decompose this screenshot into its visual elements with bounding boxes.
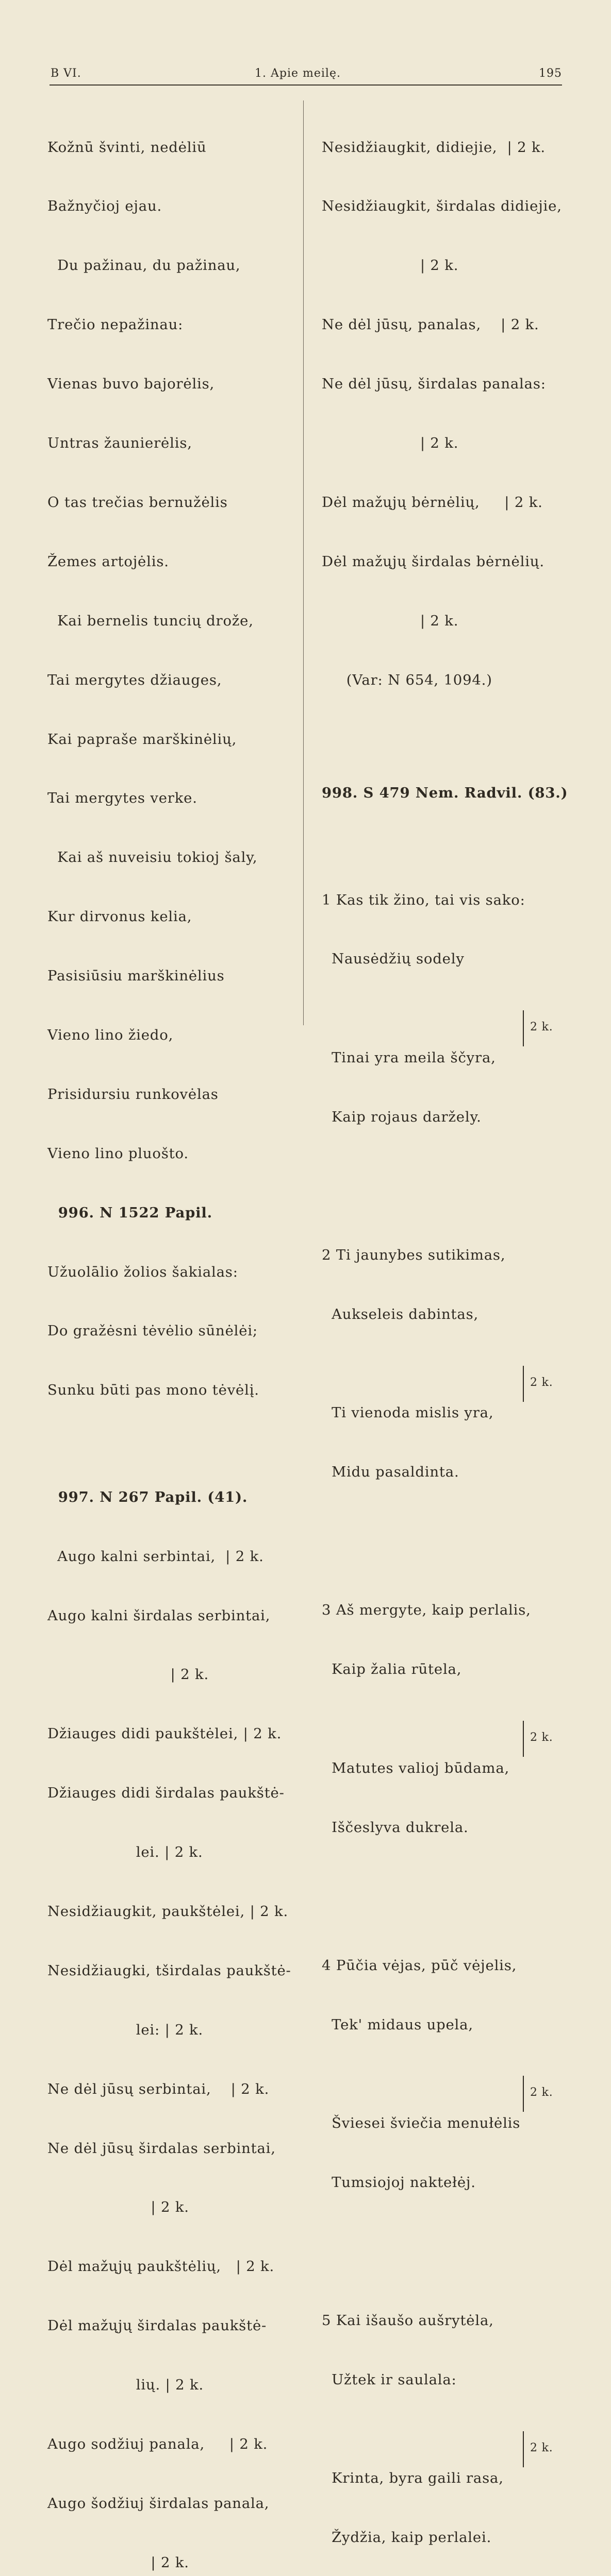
text-line: Dėl mažųjų bėrnėlių, | 2 k. xyxy=(322,494,543,511)
text-line: Untras žaunierėlis, xyxy=(47,435,192,452)
text-line: Ne dėl jūsų širdalas serbintai, xyxy=(47,2140,276,2157)
text-line: Tai mergytes džiauges, xyxy=(47,671,222,688)
repeat-label: 2 k. xyxy=(530,1376,553,1389)
text-line: 2 Ti jaunybes sutikimas, xyxy=(322,1246,506,1263)
text-line: Tek' midaus upela, xyxy=(322,2016,473,2033)
text-line: Du pažinau, du pažinau, xyxy=(47,257,241,274)
song-heading-996: 996. N 1522 Papil. xyxy=(47,1204,212,1221)
repeat-label: 2 k. xyxy=(530,1021,553,1034)
repeat-group xyxy=(322,1364,564,1561)
text-line: Kožnū švinti, nedėliū xyxy=(47,139,207,156)
text-line: 3 Aš mergyte, kaip perlalis, xyxy=(322,1602,531,1619)
section-label: B VI. xyxy=(51,67,81,80)
variant-note: (Var: N 654, 1094.) xyxy=(322,671,492,688)
text-line: Vienas buvo bajorėlis, xyxy=(47,376,215,393)
page-number: 195 xyxy=(539,67,562,80)
text-line: Užtek ir saulala: xyxy=(322,2371,457,2388)
text-line: Žydžia, kaip perlalei. xyxy=(322,2529,492,2546)
song-heading-997: 997. N 267 Papil. (41). xyxy=(47,1488,248,1505)
text-line: Šviesei šviečia menułėlis xyxy=(322,2114,521,2131)
chapter-title: 1. Apie meilę. xyxy=(255,67,341,80)
text-line: O tas trečias bernužėlis xyxy=(47,494,228,511)
repeat-group xyxy=(322,1008,564,1206)
left-column xyxy=(47,98,290,2576)
text-line: Krinta, byra gaili rasa, xyxy=(322,2470,504,2487)
text-line: Bažnyčioj ejau. xyxy=(47,198,162,215)
text-line: Iščeslyva dukrela. xyxy=(322,1819,469,1836)
text-line: Džiauges didi širdalas paukštė- xyxy=(47,1785,285,1802)
text-line: Tai mergytes verke. xyxy=(47,790,197,807)
text-line: Ne dėl jūsų, širdalas panalas: xyxy=(322,376,546,393)
text-line: | 2 k. xyxy=(47,2199,189,2216)
text-line: Dėl mažųjų širdalas paukštė- xyxy=(47,2317,267,2334)
text-line: Tinai yra meila ščyra, xyxy=(322,1049,496,1066)
brace-icon xyxy=(523,1010,529,1046)
text-line: Vieno lino žiedo, xyxy=(47,1026,174,1043)
text-line: Nesidžiaugkit, didiejie, | 2 k. xyxy=(322,139,546,156)
brace-icon xyxy=(523,2431,529,2467)
text-line: Prisidursiu runkovėlas xyxy=(47,1086,219,1103)
text-line: Matutes valioj būdama, xyxy=(322,1759,510,1776)
repeat-group xyxy=(322,1719,564,1916)
text-line: Tumsiojoj naktełėj. xyxy=(322,2174,476,2191)
text-line: Sunku būti pas mono tėvėlį. xyxy=(47,1382,259,1399)
text-line: Ne dėl jūsų, panalas, | 2 k. xyxy=(322,316,539,333)
text-line: Užuolālio žolios šakialas: xyxy=(47,1263,238,1280)
text-line: Kai bernelis tuncių drože, xyxy=(47,612,254,629)
text-line: Trečio nepažinau: xyxy=(47,316,184,333)
text-line: Pasisiūsiu marškinėlius xyxy=(47,968,225,985)
text-line: Nesidžiaugkit, širdalas didiejie, xyxy=(322,198,562,215)
repeat-label: 2 k. xyxy=(530,1731,553,1744)
text-line: | 2 k. xyxy=(322,257,459,274)
text-line: | 2 k. xyxy=(322,435,459,452)
text-line: Ti vienoda mislis yra, xyxy=(322,1404,494,1421)
text-line: lei: | 2 k. xyxy=(47,2021,204,2038)
song-heading-998: 998. S 479 Nem. Radvil. (83.) xyxy=(322,785,568,802)
text-line: Dėl mažųjų paukštėlių, | 2 k. xyxy=(47,2258,275,2275)
running-header xyxy=(49,67,562,86)
brace-icon xyxy=(523,2076,529,2112)
brace-icon xyxy=(523,1721,529,1757)
text-line: Vieno lino pluošto. xyxy=(47,1145,189,1162)
text-line: Aukseleis dabintas, xyxy=(322,1306,479,1323)
text-line: Žemes artojėlis. xyxy=(47,553,169,570)
text-line: Augo kalni serbintai, | 2 k. xyxy=(47,1548,264,1565)
text-line: | 2 k. xyxy=(47,1666,209,1683)
brace-icon xyxy=(523,1366,529,1402)
text-line: | 2 k. xyxy=(47,2554,189,2571)
text-line: 5 Kai išaušo aušrytėla, xyxy=(322,2312,494,2329)
repeat-label: 2 k. xyxy=(530,2441,553,2454)
text-line: Do gražėsni tėvėlio sūnėlėi; xyxy=(47,1323,258,1340)
text-line: Kai papraše marškinėlių, xyxy=(47,731,237,748)
text-line: Dėl mažųjų širdalas bėrnėlių. xyxy=(322,553,544,570)
text-line: Kaip rojaus daržely. xyxy=(322,1108,482,1125)
text-line: Džiauges didi paukštėlei, | 2 k. xyxy=(47,1725,282,1742)
text-line: Augo šodžiuj širdalas panala, xyxy=(47,2495,270,2512)
text-line: lių. | 2 k. xyxy=(47,2377,204,2394)
repeat-group xyxy=(322,2429,564,2576)
text-line: Nausėdžių sodely xyxy=(322,951,465,968)
text-line: Kaip žalia rūtela, xyxy=(322,1661,462,1678)
text-line: | 2 k. xyxy=(322,612,459,629)
right-column xyxy=(322,98,568,2576)
text-line: lei. | 2 k. xyxy=(47,1844,203,1861)
text-line: Nesidžiaugkit, paukštėlei, | 2 k. xyxy=(47,1903,289,1920)
text-line: Nesidžiaugki, tširdalas paukštė- xyxy=(47,1962,291,1979)
repeat-label: 2 k. xyxy=(530,2086,553,2099)
text-line: Kai aš nuveisiu tokioj šaly, xyxy=(47,849,258,866)
text-line: Kur dirvonus kelia, xyxy=(47,908,192,925)
column-divider xyxy=(303,100,304,1025)
text-line: Ne dėl jūsų serbintai, | 2 k. xyxy=(47,2080,270,2097)
text-line: 4 Pūčia vėjas, pūč vėjelis, xyxy=(322,1957,517,1974)
repeat-group xyxy=(322,2074,564,2271)
text-line: 1 Kas tik žino, tai vis sako: xyxy=(322,891,525,908)
text-line: Augo sodžiuj panala, | 2 k. xyxy=(47,2436,268,2453)
text-line: Augo kalni širdalas serbintai, xyxy=(47,1607,271,1624)
text-line: Midu pasaldinta. xyxy=(322,1464,459,1481)
